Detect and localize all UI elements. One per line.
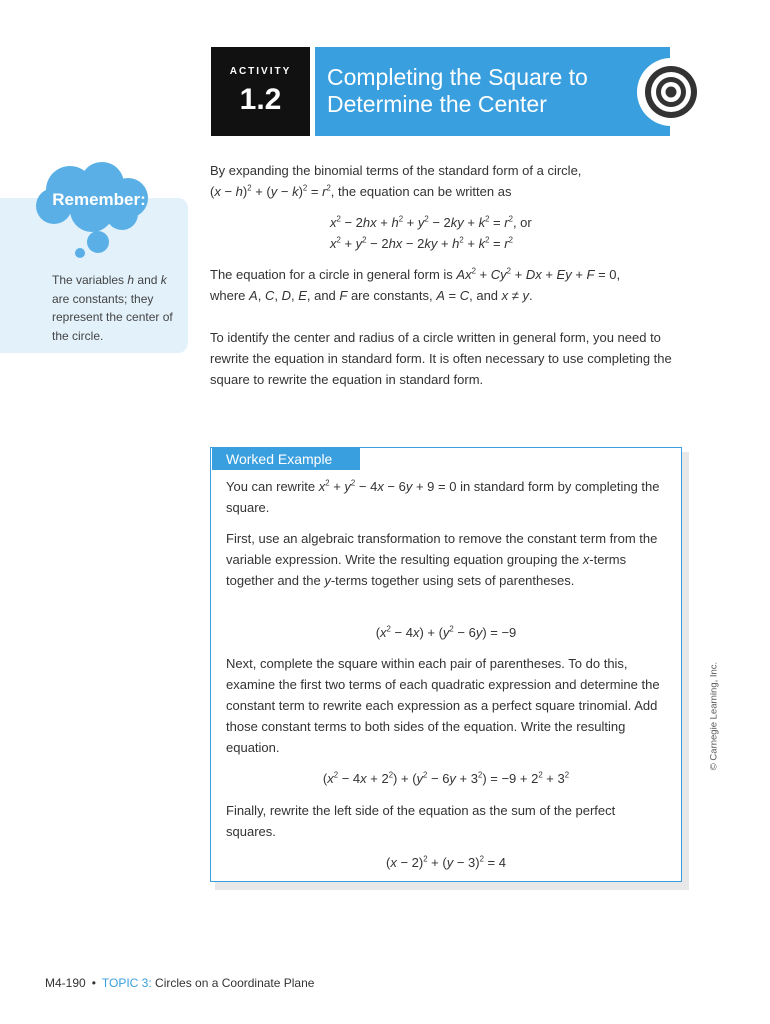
activity-label: ACTIVITY xyxy=(229,66,292,77)
page-number: M4-190 xyxy=(45,976,86,990)
identify-paragraph: To identify the center and radius of a circle written in general form, you need to rewrite the equation in standard form. It is often necessary to use completing the square to rewrite the equation in standard form. xyxy=(210,330,672,387)
equation-grouped: $(x^2 - 4x) + (y^2 - 6y) = -9$ xyxy=(375,624,517,640)
worked-example-step3: Finally, rewrite the left side of the equation as the sum of the perfect squares. xyxy=(226,803,616,839)
equation-completed: $(x^2 - 4x + 2^2) + (y^2 - 6y + 3^2) = -9 + 2^2 + 3^2$ xyxy=(322,770,570,786)
topic-title: Circles on a Coordinate Plane xyxy=(155,976,315,990)
worked-example-intro: You can rewrite $x^2 + y^2 - 4x - 6y + 9 = 0$ in standard form by completing the square. xyxy=(226,478,660,515)
target-icon xyxy=(636,57,706,127)
topic-label: TOPIC 3: xyxy=(101,976,152,990)
activity-title-banner xyxy=(315,47,670,136)
expanded-equations: $x^2 - 2hx + h^2 + y^2 - 2ky + k^2 = r^2$, or $x^2 + y^2 - 2hx - 2ky + h^2 + k^2 = r^2$ xyxy=(330,214,532,251)
remember-title: Remember: xyxy=(52,190,146,209)
activity-badge xyxy=(211,47,310,136)
remember-text: The variables h and k are constants; they represent the center of the circle. xyxy=(52,273,173,343)
thought-cloud-icon xyxy=(30,160,160,260)
general-form-paragraph: The equation for a circle in general form is $Ax^2 + Cy^2 + Dx + Ey + F = 0$, where A, C, D, E, and F are constants, A = C, and x ≠ y. xyxy=(210,266,621,303)
worked-example-tab: Worked Example xyxy=(212,448,360,470)
intro-paragraph: By expanding the binomial terms of the standard form of a circle, $(x - h)^2 + (y - k)^2 = r^2$, the equation can be written as xyxy=(210,163,582,199)
worked-example-step2: Next, complete the square within each pair of parentheses. To do this, examine the first two terms of each quadratic expression and determine the constant term to rewrite each expression as a perfect square trinomial. Add those constant terms to both sides of the equation. Write the resulting equation. xyxy=(226,656,660,755)
page-title: Completing the Square to Determine the Center xyxy=(327,64,588,117)
copyright-text: © Carnegie Learning, Inc. xyxy=(708,661,720,771)
page-footer xyxy=(45,976,314,990)
footer-separator: • xyxy=(91,976,96,990)
equation-final: $(x - 2)^2 + (y - 3)^2 = 4$ xyxy=(386,854,506,870)
worked-example-step1: First, use an algebraic transformation to remove the constant term from the variable expression. Write the resulting equation grouping the x-terms together and the y-terms together using sets of parentheses. xyxy=(226,531,658,588)
activity-number: 1.2 xyxy=(239,83,282,116)
